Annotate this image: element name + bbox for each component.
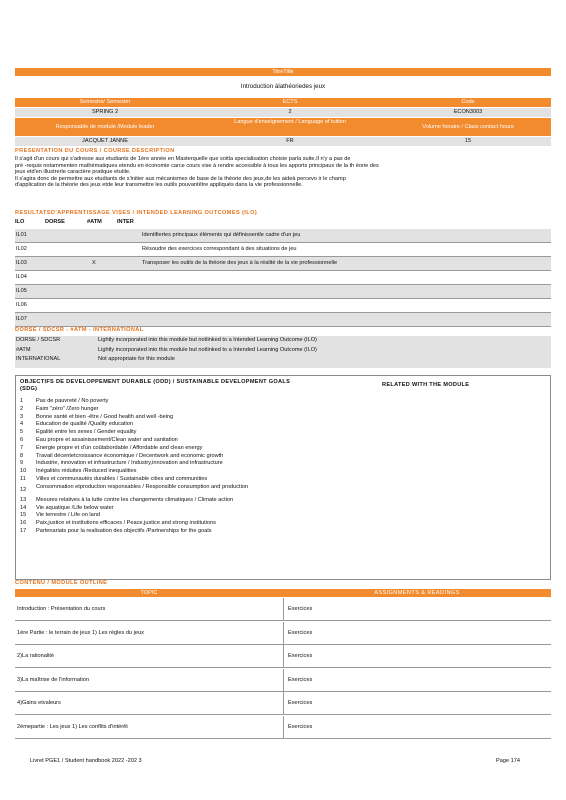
assignment-cell: Exercices — [283, 645, 551, 668]
sdg-item — [20, 398, 360, 404]
sdg-item — [20, 437, 360, 443]
outline-heading: CONTENU / MODULE OUTLINE — [15, 580, 108, 586]
title-label-bar — [15, 68, 551, 76]
sdg-text: Mesures relatives à la lutte contre les changements climatiques / Climate action — [36, 496, 234, 503]
presentation-heading: PRESENTATION DU COURS / COURSE DESCRIPTION — [15, 148, 175, 154]
topic-cell: 2)La rationalité — [15, 645, 283, 668]
assignment-cell: Exercices — [283, 598, 551, 621]
dorse-heading: DORSE / SDCSR - #ATM - INTERNATIONAL — [15, 327, 144, 333]
language-value: FR — [286, 138, 294, 144]
ilo-row — [15, 229, 551, 243]
sdg-text: Energie propre et d'un coûtabordable / Affordable and clean energy — [36, 444, 203, 451]
ilo-text: Transposer les outils de la théorie des jeux à la réalité de la vie professionnelle — [142, 260, 338, 266]
responsible-label: Responsable de module /Module leader — [55, 124, 155, 130]
presentation-line: jeux etd'en illustrerle caractère pratique etutile. — [15, 169, 131, 176]
sdg-text: Consommation etproduction responsables / Responsible consumption and production — [36, 483, 249, 490]
sdg-number: 7 — [20, 444, 24, 451]
sdg-number: 9 — [20, 460, 24, 467]
sdg-item — [20, 476, 360, 482]
presentation-text — [15, 156, 551, 189]
dorse-row-text: Lightly incorporated into this module but notlinked to a Intended Learning Outcome (ILO) — [98, 337, 317, 343]
dorse-row-text: Not appropriate for this module — [98, 356, 175, 362]
ilo-col-dorse: DORSE — [45, 219, 65, 225]
ilo-row — [15, 313, 551, 327]
sdg-heading: OBJECTIFS DE DEVELOPPEMENT DURABLE (ODD) / SUSTAINABLE DEVELOPMENT GOALS (SDG) — [20, 379, 291, 392]
sdg-text: Villes et communautés durables / Sustainable cities and communities — [36, 476, 208, 482]
sdg-text: Pas de pauvreté / No poverty — [36, 398, 109, 404]
ilo-id: IL05 — [16, 288, 27, 294]
ilo-id: IL07 — [16, 316, 27, 322]
semester-value: SPRING 2 — [91, 109, 119, 115]
title-value: Introduction àlathéoriedes jeux — [240, 83, 326, 90]
sdg-text: Industrie, innovation et infrastructure / Industry,innovation and infrastructure — [36, 460, 223, 467]
ilo-id: IL04 — [16, 274, 27, 280]
sdg-number: 15 — [20, 512, 27, 519]
ilo-row — [15, 243, 551, 257]
ilo-id: IL06 — [16, 302, 27, 308]
hours-label: Volume horaire / Class contact hours — [422, 124, 514, 130]
ects-value: 2 — [288, 109, 292, 115]
hours-value: 15 — [464, 138, 472, 144]
dorse-row-label: #ATM — [16, 346, 31, 353]
sdg-text: Eau propre et assainissement/Clean water and sanitation — [36, 437, 178, 443]
assignment-cell: Exercices — [283, 692, 551, 715]
sdg-text: Paix,justice et institutions efficaces / Peace,justice and strong institutions — [36, 520, 216, 527]
sdg-text: Vie aquatique /Life below water — [36, 504, 114, 511]
sdg-number: 3 — [20, 413, 24, 420]
ilo-col-inter: INTER — [117, 219, 134, 225]
ilo-col-ilo: ILO — [15, 219, 25, 225]
sdg-number: 13 — [20, 496, 27, 503]
assign-header: ASSIGNMENTS & READINGS — [374, 590, 460, 596]
assignment-cell: Exercices — [283, 716, 551, 739]
topic-cell: 4)Gains etvaleurs — [15, 692, 283, 715]
dorse-row-label: DORSE / SDCSR — [16, 337, 61, 343]
footer-text: Livret PGE1 / Student handbook 2022 -202 3 — [30, 758, 142, 764]
title-label: TitreTitle — [272, 69, 294, 75]
assignment-cell: Exercices — [283, 622, 551, 645]
ilo-row — [15, 257, 551, 271]
sdg-text: Partenariats pour la realisation des objectifs /Partnerships for the goals — [36, 528, 212, 534]
ilo-mark: X — [92, 260, 96, 266]
sdg-text: Inégalités réduites /Reduced inequalities — [36, 468, 137, 475]
dorse-row-label: INTERNATIONAL — [16, 356, 61, 362]
sdg-related: RELATED WITH THE MODULE — [382, 382, 470, 388]
presentation-line: Il s'agit d'un cours qui s'adresse aux etudiants de 1ère année en Masterquelle que soitla specialisation choisie parla suite.Il n'y a pas de — [15, 156, 351, 162]
sdg-number: 6 — [20, 437, 24, 443]
sdg-number: 11 — [20, 476, 26, 482]
sdg-item — [20, 414, 360, 420]
sdg-item — [20, 528, 360, 534]
sdg-item — [20, 429, 360, 435]
sdg-text: Vie terrestre / Life on land — [36, 512, 100, 519]
sdg-number: 4 — [20, 421, 24, 428]
sdg-item — [20, 460, 360, 466]
ilo-col-atm: #ATM — [87, 219, 102, 225]
sdg-item — [20, 520, 360, 526]
sdg-number: 10 — [20, 468, 27, 475]
sdg-number: 1 — [20, 398, 24, 404]
dorse-row-text: Lightly incorporated into this module but notlinked to a Intended Learning Outcome (ILO) — [98, 346, 317, 353]
code-label: Code — [461, 99, 475, 105]
sdg-item — [20, 445, 360, 451]
code-value: ECON3003 — [453, 109, 483, 115]
topic-cell: 2èmepartie : Les jeux 1) Les conflits d'intérêt — [15, 716, 283, 739]
topic-cell: Introduction : Présentation du cours — [15, 598, 283, 621]
sdg-text: Travail décentetcroissance économique / Decentwork and economic growth — [36, 452, 224, 459]
presentation-line: d'application de la théorie des jeux etde leur transmettre les outils pouvantêtre appliqués dans la vie professionnelle. — [15, 182, 303, 189]
ilo-heading: RESULTATSD'APPRENTISSAGE VISES / INTENDED LEARNING OUTCOMES (ILO) — [15, 210, 258, 216]
sdg-number: 12 — [20, 486, 27, 493]
sdg-number: 8 — [20, 452, 24, 459]
ilo-id: IL03 — [16, 260, 27, 266]
sdg-number: 16 — [20, 520, 27, 527]
sdg-number: 2 — [20, 405, 24, 412]
language-label: Langue d'enseignement / Language of tuition — [234, 119, 346, 125]
sdg-item — [20, 421, 360, 427]
responsible-value: JACQUET JANNE — [82, 138, 128, 144]
sdg-item — [20, 453, 360, 459]
ilo-header-row — [15, 219, 551, 228]
ilo-row — [15, 285, 551, 299]
sdg-text: Faim "zéro" /Zero hunger — [36, 405, 99, 412]
ilo-row — [15, 271, 551, 285]
sdg-item — [20, 468, 360, 474]
ilo-text: Identifiertes principaux éléments qui définissentle cadre d'un jeu — [142, 232, 301, 238]
page-number: Page 174 — [496, 758, 520, 764]
sdg-item — [20, 505, 360, 511]
ilo-id: IL01 — [16, 232, 27, 238]
ilo-text: Résoudre des exercices correspondant à des situations de jeu — [142, 246, 297, 252]
sdg-item — [20, 497, 360, 503]
sdg-text: Education de qualité /Quality education — [36, 421, 134, 428]
sdg-number: 5 — [20, 429, 24, 436]
topic-cell: 3)La maîtrise de l'information — [15, 669, 283, 692]
presentation-line: pré -requis notammenten mathématiques etendu en économie carce cours vise à rendre accessible à tous les apports principaux de la th éorie des — [15, 162, 379, 169]
assignment-cell: Exercices — [283, 669, 551, 692]
sdg-number: 17 — [20, 528, 27, 534]
semester-label: Semestre/ Semester — [79, 99, 131, 105]
sdg-item — [20, 512, 360, 518]
sdg-number: 14 — [20, 504, 27, 511]
ilo-id: IL02 — [16, 246, 27, 252]
topic-cell: 1ère Partie : le terrain de jeux 1) Les règles du jeux — [15, 622, 283, 645]
presentation-line: Il s'agira donc de permettre aux etudiants de s'initier aux mécanismes de base de la théorie des jeux,de les aideà percevo ir le champ — [15, 175, 346, 182]
sdg-text: Bonne santé et bien -être / Good health and well -being — [36, 413, 174, 420]
sdg-text: Egalité entre les sexes / Gender equality — [36, 429, 137, 436]
sdg-item — [20, 484, 360, 496]
ects-label: ECTS — [282, 99, 298, 105]
sdg-item — [20, 406, 360, 412]
topic-header: TOPIC — [140, 590, 158, 596]
ilo-row — [15, 299, 551, 313]
